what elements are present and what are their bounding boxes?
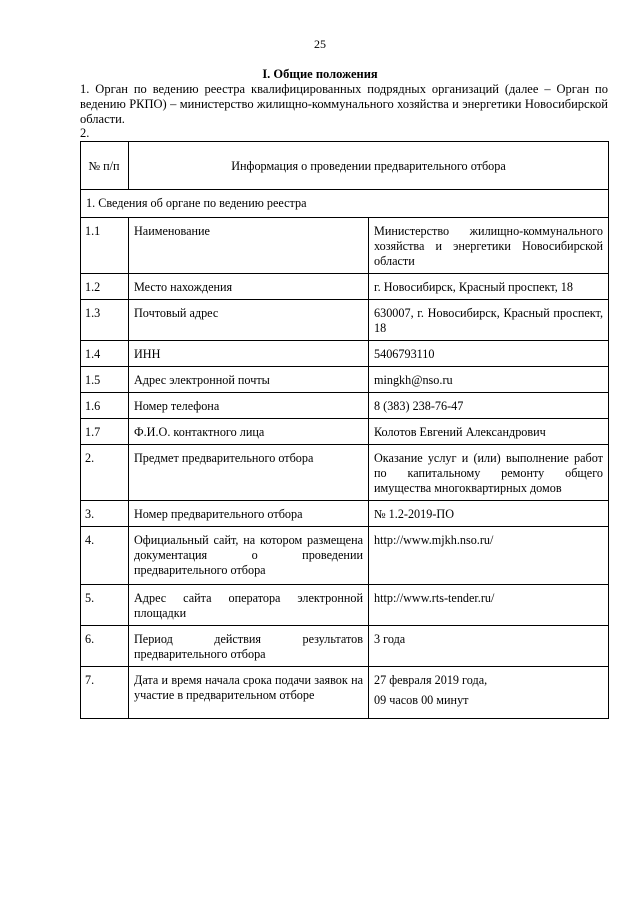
table-row [81,626,609,667]
row-label: Ф.И.О. контактного лица [129,419,369,445]
section-row [81,190,609,218]
row-value: 630007, г. Новосибирск, Красный проспект, 18 [369,300,609,341]
table-row [81,419,609,445]
row-value: Оказание услуг и (или) выполнение работ по капитальному ремонту общего имущества многоквартирных домов [369,445,609,501]
row-number: 1.2 [81,274,129,300]
row-number: 7. [81,667,129,719]
row-label: Предмет предварительного отбора [129,445,369,501]
table-header-row [81,142,609,190]
table-row [81,667,609,719]
email-value: mingkh@nso.ru [369,367,609,393]
row-value [369,667,609,719]
header-number-cell: № п/п [81,142,129,190]
table-row [81,501,609,527]
row-label: Почтовый адрес [129,300,369,341]
row-value: Колотов Евгений Александрович [369,419,609,445]
row-label: Официальный сайт, на котором размещена документация о проведении предварительного отбора [129,527,369,585]
row-value: № 1.2-2019-ПО [369,501,609,527]
table-row [81,341,609,367]
row-number: 1.4 [81,341,129,367]
platform-link: http://www.rts-tender.ru/ [369,585,609,626]
table-row [81,367,609,393]
start-date-value: 27 февраля 2019 года, [374,673,488,687]
row-number: 5. [81,585,129,626]
row-label: Дата и время начала срока подачи заявок на участие в предварительном отборе [129,667,369,719]
website-link: http://www.mjkh.nso.ru/ [369,527,609,585]
section-title: I. Общие положения [262,67,378,81]
table-row [81,585,609,626]
row-number: 6. [81,626,129,667]
row-number: 1.5 [81,367,129,393]
row-value: 3 года [369,626,609,667]
row-value: г. Новосибирск, Красный проспект, 18 [369,274,609,300]
table-row [81,445,609,501]
intro-paragraph: 1. Орган по ведению реестра квалифицированных подрядных организаций (далее – Орган по ведению РКПО) – министерство жилищно-коммунального хозяйства и энергетики Новосибирской области. [80,82,608,126]
row-number: 3. [81,501,129,527]
item-number: 2. [80,126,90,140]
row-label: Номер телефона [129,393,369,419]
phone-value: 8 (383) 238-76-47 [369,393,609,419]
table-row [81,300,609,341]
row-number: 1.7 [81,419,129,445]
row-label: Место нахождения [129,274,369,300]
row-value: 5406793110 [369,341,609,367]
table-row [81,393,609,419]
start-time-value: 09 часов 00 минут [374,693,469,707]
row-value: Министерство жилищно-коммунального хозяйства и энергетики Новосибирской области [369,218,609,274]
row-label: Номер предварительного отбора [129,501,369,527]
table-row [81,527,609,585]
row-number: 2. [81,445,129,501]
table-row [81,218,609,274]
page-number: 25 [314,37,326,51]
row-label: Адрес сайта оператора электронной площадки [129,585,369,626]
row-label: Период действия результатов предварительного отбора [129,626,369,667]
row-number: 4. [81,527,129,585]
section-row-cell: 1. Сведения об органе по ведению реестра [81,190,609,218]
table-row [81,274,609,300]
row-label: Адрес электронной почты [129,367,369,393]
row-label: Наименование [129,218,369,274]
preselection-info-table [80,141,609,719]
row-number: 1.1 [81,218,129,274]
row-number: 1.3 [81,300,129,341]
header-info-cell: Информация о проведении предварительного отбора [129,142,609,190]
row-label: ИНН [129,341,369,367]
row-number: 1.6 [81,393,129,419]
